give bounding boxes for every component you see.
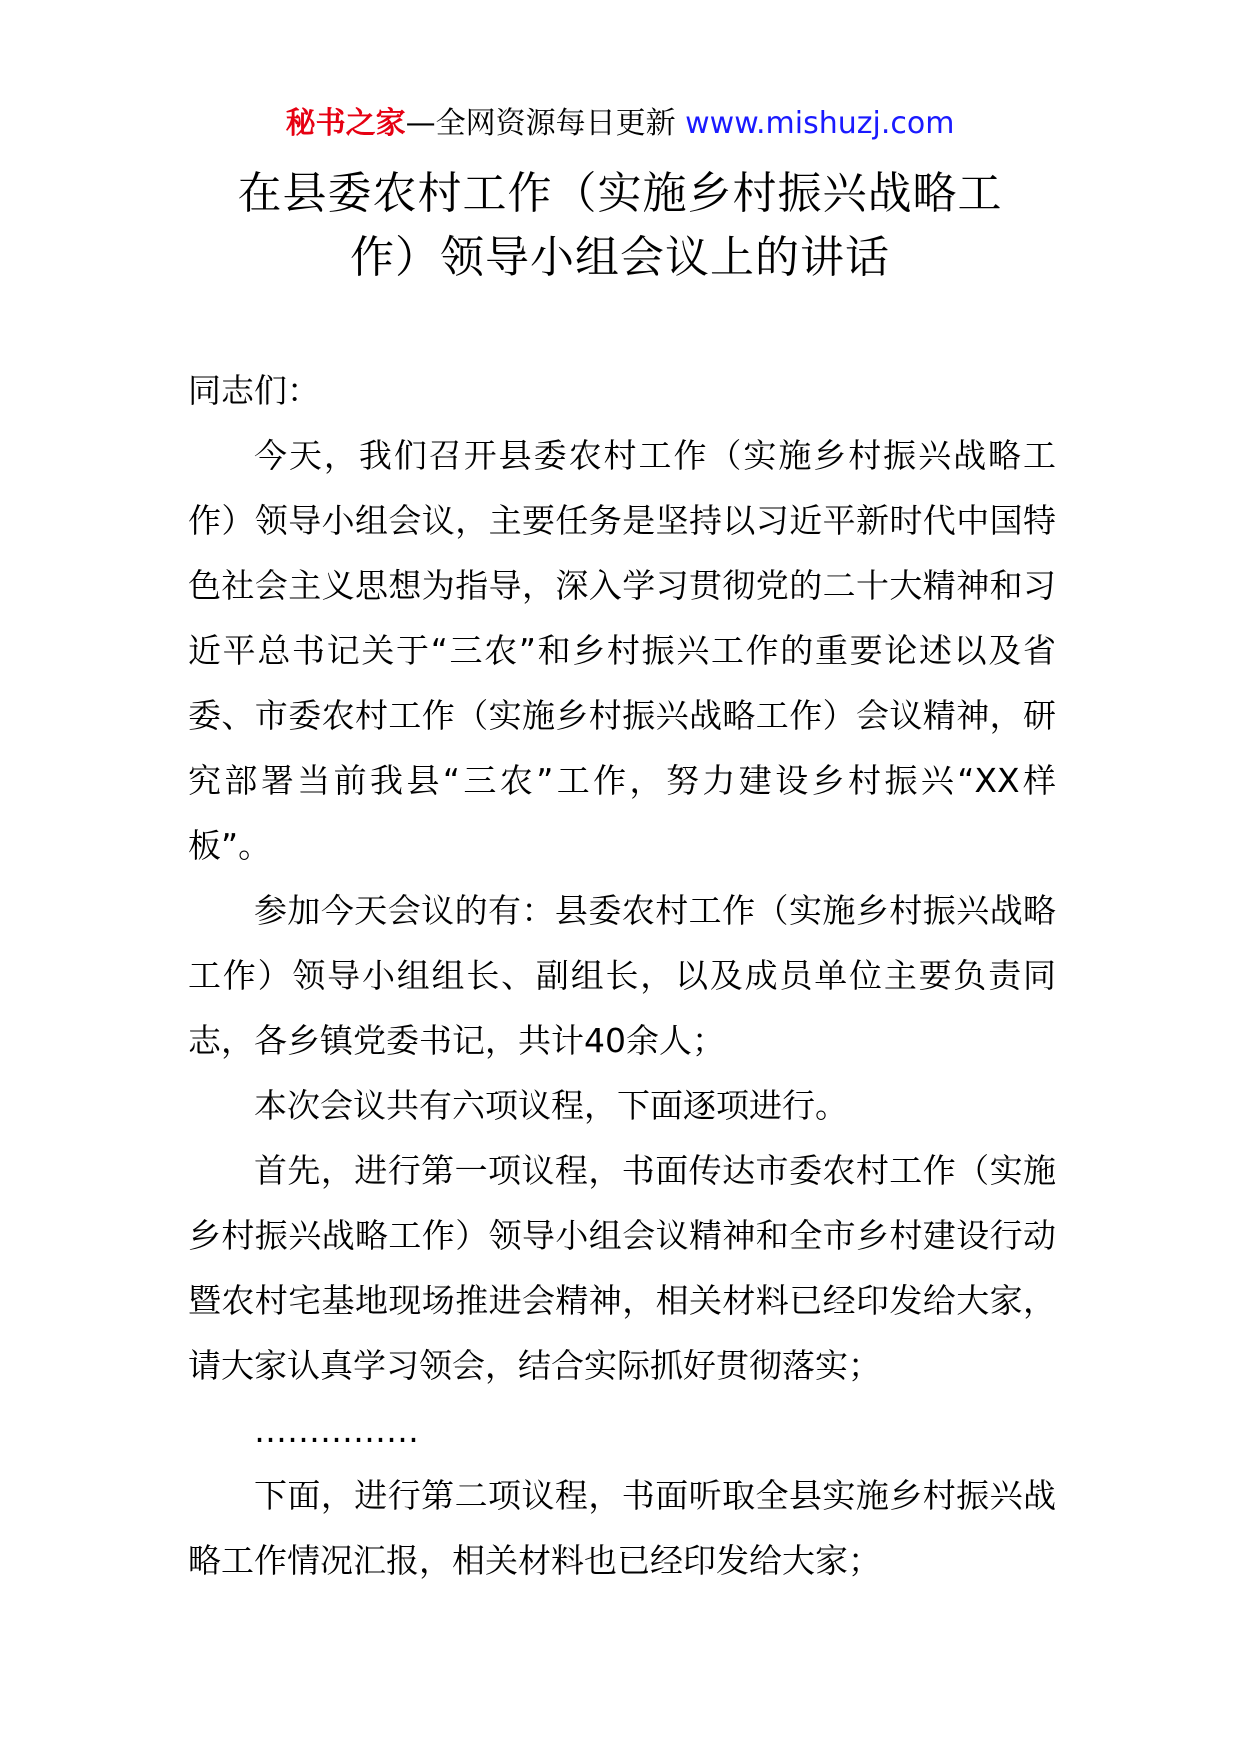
salutation: 同志们： — [188, 371, 320, 410]
paragraph-opening: 今天，我们召开县委农村工作（实施乡村振兴战略工作）领导小组会议，主要任务是坚持以习近平新时代中国特色社会主义思想为指导，深入学习贯彻党的二十大精神和习近平总书记关于“三农”和乡村振兴工作的重要论述以及省委、市委农村工作（实施乡村振兴战略工作）会议精神，研究部署当前我县“三农”工作，努力建设乡村振兴“XX样板”。 — [188, 436, 1056, 865]
paragraph-ellipsis: …………… — [254, 1411, 419, 1450]
title-line-1: 在县委农村工作（实施乡村振兴战略工 — [237, 168, 1003, 219]
site-url-link[interactable]: www.mishuzj.com — [685, 106, 955, 141]
site-brand: 秘书之家 — [285, 106, 406, 141]
document-title — [200, 162, 1040, 290]
paragraph-attendees: 参加今天会议的有：县委农村工作（实施乡村振兴战略工作）领导小组组长、副组长，以及成员单位主要负责同志，各乡镇党委书记，共计40余人； — [188, 891, 1056, 1060]
site-tagline: —全网资源每日更新 — [405, 106, 676, 141]
title-line-2: 作）领导小组会议上的讲话 — [350, 232, 890, 283]
site-header — [0, 104, 1240, 144]
paragraph-agenda-intro: 本次会议共有六项议程，下面逐项进行。 — [254, 1086, 848, 1125]
paragraph-agenda-item-2: 下面，进行第二项议程，书面听取全县实施乡村振兴战略工作情况汇报，相关材料也已经印发给大家； — [188, 1476, 1056, 1580]
document-body — [188, 358, 1056, 1593]
paragraph-agenda-item-1: 首先，进行第一项议程，书面传达市委农村工作（实施乡村振兴战略工作）领导小组会议精神和全市乡村建设行动暨农村宅基地现场推进会精神，相关材料已经印发给大家，请大家认真学习领会，结合实际抓好贯彻落实； — [188, 1151, 1056, 1385]
